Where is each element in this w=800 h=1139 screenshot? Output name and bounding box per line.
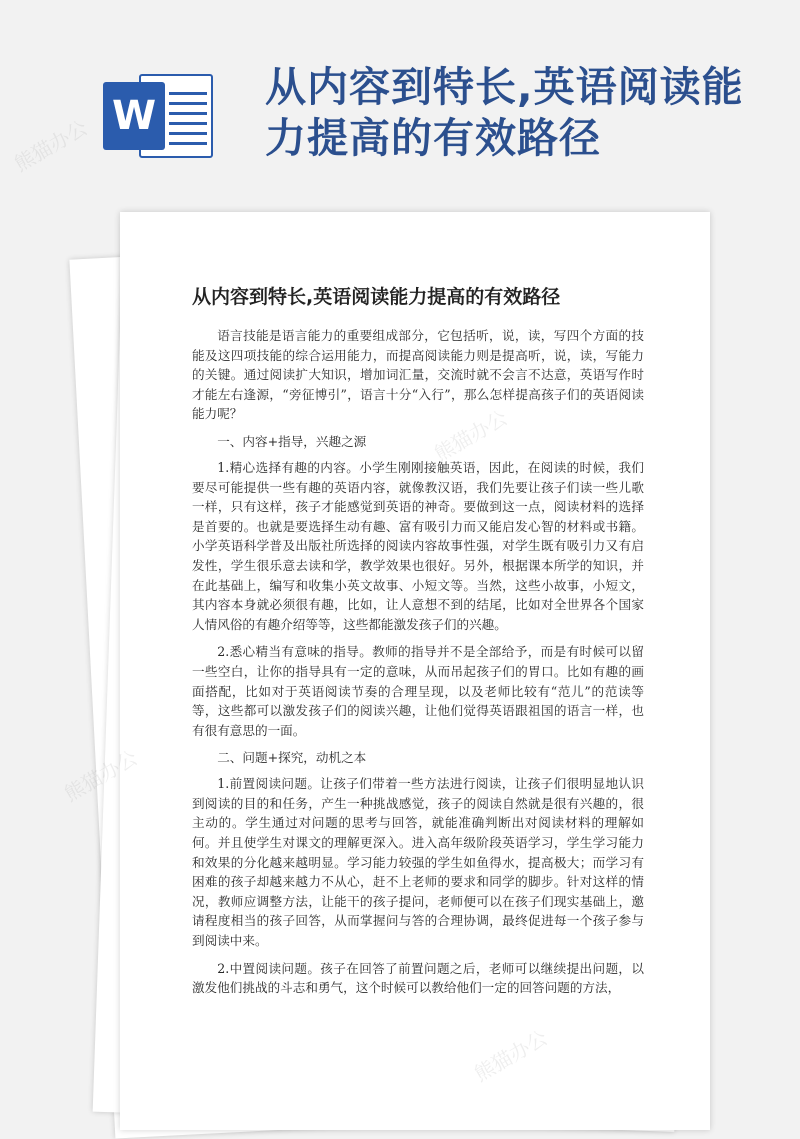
section2-paragraph-1: 1.前置阅读问题。让孩子们带着一些方法进行阅读，让孩子们很明显地认识到阅读的目的和任务，产生一种挑战感觉，孩子的阅读自然就是很有兴趣的，很主动的。学生通过对问题的思考与回答，就能准确判断出对阅读材料的理解如何。并且使学生对课文的理解更深入。进入高年级阶段英语学习，学生学习能力和效果的分化越来越明显。学习能力较强的学生如鱼得水，提高极大；而学习有困难的孩子却越来越力不从心，赶不上老师的要求和同学的脚步。针对这样的情况，教师应调整方法，让能干的孩子提问，老师便可以在孩子们现实基础上，邀请程度相当的孩子回答，从而掌握问与答的合理协调，最终促进每一个孩子参与到阅读中来。 [192, 776, 644, 949]
word-document-icon [103, 66, 215, 166]
section2-paragraph-2: 2.中置阅读问题。孩子在回答了前置问题之后，老师可以继续提出问题，以激发他们挑战的斗志和勇气，这个时候可以教给他们一定的回答问题的方法， [192, 960, 644, 996]
document-body [192, 326, 644, 1006]
hero-title: 从内容到特长,英语阅读能力提高的有效路径 [265, 63, 744, 162]
document-page [120, 212, 710, 1130]
section-heading-2: 二、问题+探究，动机之本 [217, 750, 367, 766]
watermark: 熊猫办公 [10, 115, 92, 177]
word-logo-badge: W [103, 82, 165, 150]
document-title: 从内容到特长,英语阅读能力提高的有效路径 [192, 286, 561, 308]
section-heading-1: 一、内容+指导，兴趣之源 [217, 433, 367, 449]
intro-paragraph: 语言技能是语言能力的重要组成部分，它包括听，说，读，写四个方面的技能及这四项技能的综合运用能力，而提高阅读能力则是提高听，说，读，写能力的关键。通过阅读扩大知识，增加词汇量，交流时就不会言不达意，英语写作时才能左右逢源，“旁征博引”，语言十分“入行”，那么怎样提高孩子们的英语阅读能力呢？ [192, 328, 644, 422]
section1-paragraph-2: 2.悉心精当有意味的指导。教师的指导并不是全部给予，而是有时候可以留一些空白，让你的指导具有一定的意味，从而吊起孩子们的胃口。比如有趣的画面搭配，比如对于英语阅读节奏的合理呈现，以及老师比较有“范儿”的范读等等，这些都可以激发孩子们的阅读兴趣，让他们觉得英语跟祖国的语言一样，也有很有意思的一面。 [192, 644, 644, 738]
section1-paragraph-1: 1.精心选择有趣的内容。小学生刚刚接触英语，因此，在阅读的时候，我们要尽可能提供一些有趣的英语内容，就像教汉语，我们先要让孩子们读一些儿歌一样，只有这样，孩子才能感觉到英语的神奇。要做到这一点，阅读材料的选择是首要的。也就是要选择生动有趣、富有吸引力而又能启发心智的材料或书籍。小学英语科学普及出版社所选择的阅读内容故事性强，对学生既有吸引力又有启发性，学生很乐意去读和学，教学效果也很好。另外，根据课本所学的知识，并在此基础上，编写和收集小英文故事、小短文等。当然，这些小故事，小短文，其内容本身就必须很有趣，比如，让人意想不到的结尾，比如对全世界各个国家人情风俗的有趣介绍等等，这些都能激发孩子们的兴趣。 [192, 459, 644, 632]
